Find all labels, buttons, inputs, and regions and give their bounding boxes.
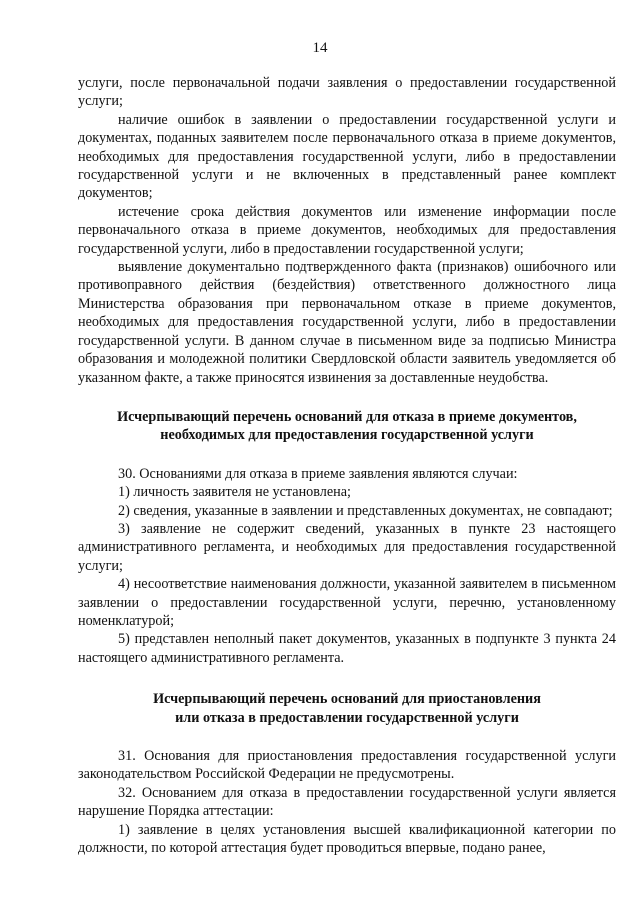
page-number: 14	[312, 40, 328, 56]
heading-line: необходимых для предоставления государственной услуги	[160, 427, 534, 444]
clause-32-item-1: 1) заявление в целях установления высшей квалификационной категории по должности, по которой аттестация будет проводиться впервые, подано ранее,	[78, 821, 616, 857]
clause-30-item-1: 1) личность заявителя не установлена;	[118, 484, 351, 501]
clause-32: 32. Основанием для отказа в предоставлении государственной услуги является нарушение Порядка аттестации:	[78, 784, 616, 820]
heading-line: или отказа в предоставлении государственной услуги	[175, 709, 519, 726]
section-heading-suspension	[78, 690, 616, 727]
paragraph-continuation: услуги, после первоначальной подачи заявления о предоставлении государственной услуги;	[78, 75, 616, 110]
heading-line: Исчерпывающий перечень оснований для приостановления	[153, 691, 541, 708]
paragraph-expiry: истечение срока действия документов или изменение информации после первоначального отказа в приеме документов, необходимых для предоставления государственной услуги, либо в предоставлении государственной услуги;	[78, 203, 616, 257]
clause-30-item-5: 5) представлен неполный пакет документов, указанных в подпункте 3 пункта 24 настоящего административного регламента.	[78, 631, 616, 666]
clause-30-item-3: 3) заявление не содержит сведений, указанных в пункте 23 настоящего административного регламента, и необходимых для предоставления государственной услуги;	[78, 520, 616, 574]
document-body	[78, 74, 616, 857]
clause-30-item-2: 2) сведения, указанные в заявлении и представленных документах, не совпадают;	[118, 502, 613, 519]
paragraph-errors: наличие ошибок в заявлении о предоставлении государственной услуги и документах, поданных заявителем после первоначального отказа в приеме документов, необходимых для предоставления государственной услуги, либо в предоставлении государственной услуги и не включенных в представленный ранее комплект документов;	[78, 111, 616, 202]
clause-31: 31. Основания для приостановления предоставления государственной услуги законодательством Российской Федерации не предусмотрены.	[78, 748, 616, 783]
paragraph-official-error: выявление документально подтвержденного факта (признаков) ошибочного или противоправного действия (бездействия) ответственного должностного лица Министерства образования при первоначальном отказе в приеме документов, необходимых для предоставления государственной услуги, либо в предоставлении государственной услуги. В данном случае в письменном виде за подписью Министра образования и молодежной политики Свердловской области заявитель уведомляется об указанном факте, а также приносятся извинения за доставленные неудобства.	[78, 259, 616, 386]
heading-line: Исчерпывающий перечень оснований для отказа в приеме документов,	[117, 408, 577, 425]
clause-30: 30. Основаниями для отказа в приеме заявления являются случаи:	[118, 465, 518, 482]
clause-30-item-4: 4) несоответствие наименования должности, указанной заявителем в письменном заявлении о предоставлении государственной услуги, перечню, установленному номенклатурой;	[78, 576, 616, 629]
section-heading-refusal-documents	[78, 408, 616, 445]
